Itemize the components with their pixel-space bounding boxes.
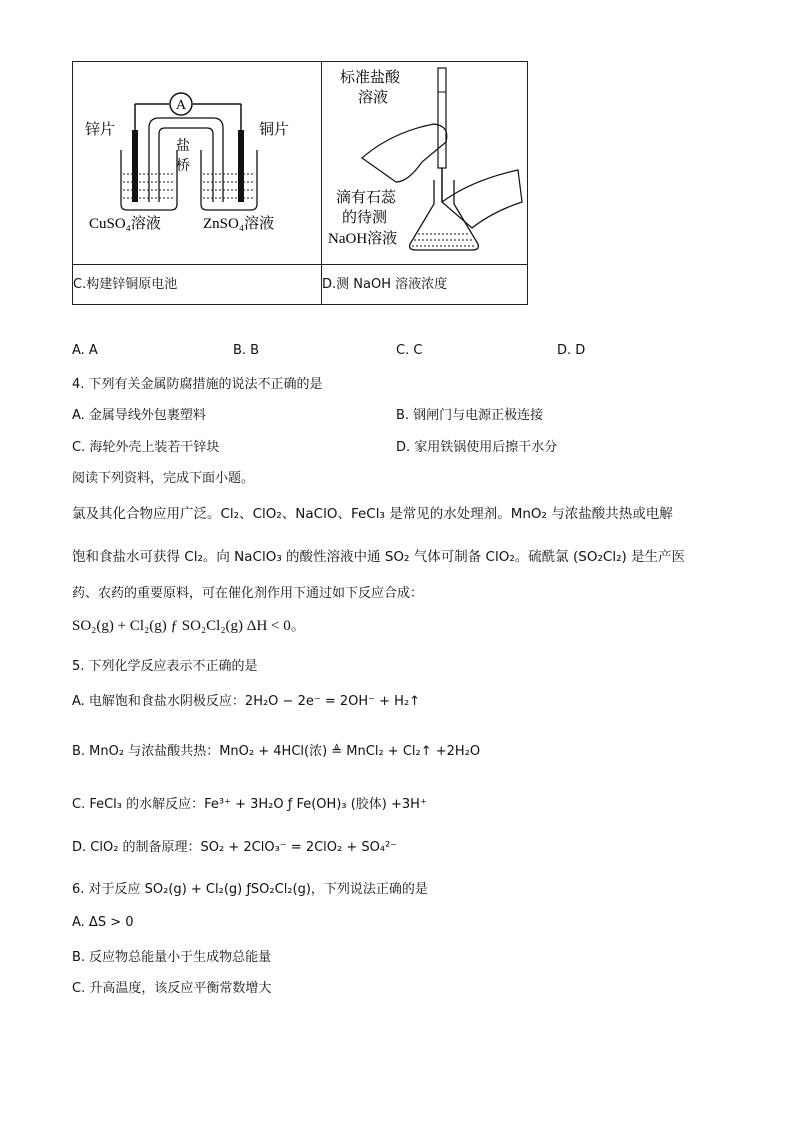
q5-option-c: C. FeCl₃ 的水解反应：Fe³⁺ + 3H₂O ƒ Fe(OH)₃ (胶体) +3H⁺ [72, 797, 427, 812]
figure-d-caption: D.测 NaOH 溶液浓度 [322, 265, 528, 305]
q6-option-b: B. 反应物总能量小于生成物总能量 [72, 950, 272, 965]
q6-stem: 6. 对于反应 SO₂(g) + Cl₂(g) ƒSO₂Cl₂(g)，下列说法正确的是 [72, 882, 428, 897]
q4-option-b: B. 钢闸门与电源正极连接 [396, 408, 544, 423]
zinc-electrode [132, 130, 138, 202]
q5-option-d: D. ClO₂ 的制备原理：SO₂ + 2ClO₃⁻ = 2ClO₂ + SO₄²⁻ [72, 840, 398, 855]
q4-option-d: D. 家用铁锅使用后擦干水分 [396, 440, 558, 455]
acid-label-2: 溶液 [358, 88, 389, 106]
q4-stem: 4. 下列有关金属防腐措施的说法不正确的是 [72, 377, 323, 392]
q4-option-c: C. 海轮外壳上装若干锌块 [72, 440, 220, 455]
ammeter-label: A [175, 98, 187, 113]
q3-option-b: B. B [233, 343, 260, 358]
figure-d-cell [322, 62, 528, 265]
copper-electrode [238, 130, 244, 202]
q5-option-a: A. 电解饱和食盐水阴极反应：2H₂O − 2e⁻ = 2OH⁻ + H₂↑ [72, 694, 421, 709]
left-solution-label: CuSO₄溶液 [89, 216, 161, 232]
figure-c-cell [73, 62, 322, 265]
q4-option-a: A. 金属导线外包裹塑料 [72, 408, 206, 423]
passage-equation: SO₂(g) + Cl₂(g) ƒ SO₂Cl₂(g) ΔH < 0。 [72, 618, 306, 634]
q6-option-c: C. 升高温度，该反应平衡常数增大 [72, 981, 272, 996]
base-label-1: 滴有石蕊 [336, 188, 397, 206]
salt-bridge-label-1: 盐 [176, 138, 190, 154]
base-label-3: NaOH溶液 [328, 231, 398, 247]
q5-option-b: B. MnO₂ 与浓盐酸共热：MnO₂ + 4HCl(浓) ≜ MnCl₂ + Cl₂↑ +2H₂O [72, 744, 481, 759]
q3-option-a: A. A [72, 343, 98, 358]
passage-line-3: 药、农药的重要原料，可在催化剂作用下通过如下反应合成： [72, 586, 424, 601]
right-beaker [201, 150, 257, 210]
reading-intro: 阅读下列资料，完成下面小题。 [72, 471, 255, 486]
q5-stem: 5. 下列化学反应表示不正确的是 [72, 659, 258, 674]
zinc-label: 锌片 [85, 120, 116, 138]
burette [438, 68, 446, 168]
passage-line-1: 氯及其化合物应用广泛。Cl₂、ClO₂、NaClO、FeCl₃ 是常见的水处理剂。MnO₂ 与浓盐酸共热或电解 [72, 506, 673, 522]
figure-c-caption: C.构建锌铜原电池 [73, 265, 322, 305]
q3-option-c: C. C [396, 343, 423, 358]
q6-option-a: A. ΔS > 0 [72, 915, 134, 930]
acid-label-1: 标准盐酸 [340, 68, 401, 86]
copper-label: 铜片 [259, 120, 290, 138]
zinc-copper-cell-diagram [73, 62, 321, 260]
q3-option-d: D. D [557, 343, 586, 358]
titration-diagram [322, 62, 527, 260]
figure-table [72, 61, 528, 305]
right-solution-label: ZnSO₄溶液 [203, 216, 275, 232]
passage-line-2: 饱和食盐水可获得 Cl₂。向 NaClO₃ 的酸性溶液中通 SO₂ 气体可制备 ClO₂。硫酰氯 (SO₂Cl₂) 是生产医 [72, 549, 686, 565]
base-label-2: 的待测 [342, 208, 388, 226]
salt-bridge-label-2: 桥 [176, 158, 190, 174]
left-hand [362, 124, 447, 182]
